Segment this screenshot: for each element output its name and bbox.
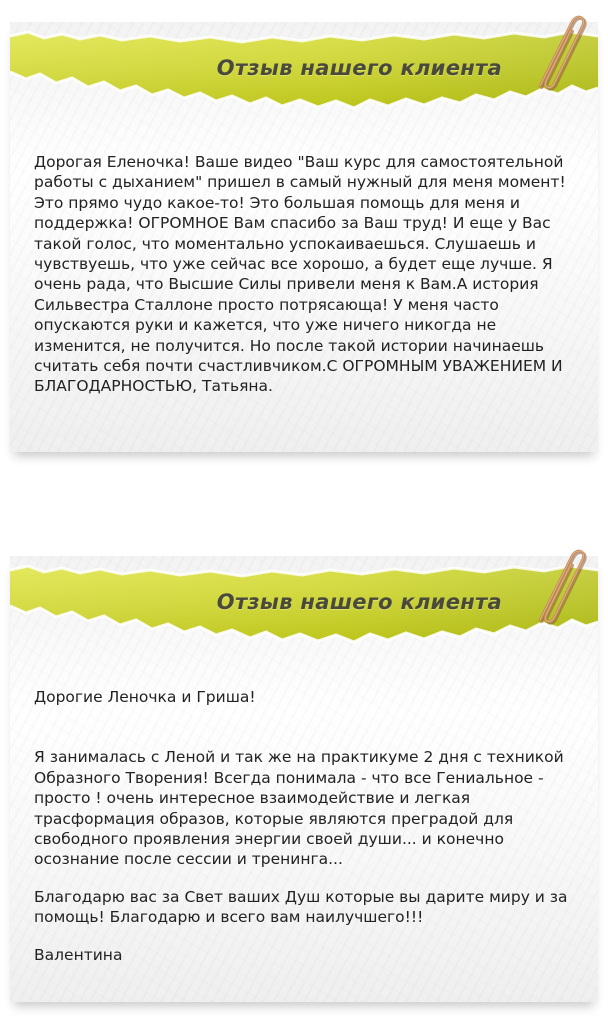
review-thanks: Благодарю вас за Свет ваших Душ которые вы дарите миру и за помощь! Благодарю и всего вам наилучшего!!! bbox=[34, 887, 568, 927]
review-card bbox=[10, 556, 598, 1002]
review-text: Я занималась с Леной и так же на практикуме 2 дня с техникой Образного Творения! Всегда понимала - что все Гениальное - просто ! очень интересное взаимодействие и легкая трасформация образов, которые являются преградой для свободного проявления энергии своей души... и конечно осознание после сессии и тренинга... bbox=[34, 748, 564, 869]
paperclip-icon bbox=[528, 8, 590, 100]
review-card bbox=[10, 22, 598, 452]
review-heading: Отзыв нашего клиента bbox=[216, 56, 502, 80]
review-body bbox=[34, 687, 576, 965]
review-text: Дорогая Еленочка! Ваше видео "Ваш курс для самостоятельной работы с дыханием" пришел в самый нужный для меня момент! Это прямо чудо какое-то! Это большая помощь для меня и поддержка! ОГРОМНОЕ Вам спасибо за Ваш труд! И еще у Вас такой голос, что моментально успокаиваешься. Слушаешь и чувствуешь, что уже сейчас все хорошо, а будет еще лучше. Я очень рада, что Высшие Силы привели меня к Вам.А история Сильвестра Сталлоне просто потрясающа! У меня часто опускаются руки и кажется, что уже ничего никогда не изменится, не получится. Но после такой истории начинаешь считать себя почти счастливчиком.С ОГРОМНЫМ УВАЖЕНИЕМ И БЛАГОДАРНОСТЬЮ, Татьяна. bbox=[34, 153, 566, 396]
review-signature: Валентина bbox=[34, 945, 123, 964]
review-body bbox=[34, 152, 576, 397]
paperclip-icon bbox=[528, 542, 590, 634]
review-greeting: Дорогие Леночка и Гриша! bbox=[34, 688, 256, 706]
review-heading: Отзыв нашего клиента bbox=[216, 590, 502, 614]
